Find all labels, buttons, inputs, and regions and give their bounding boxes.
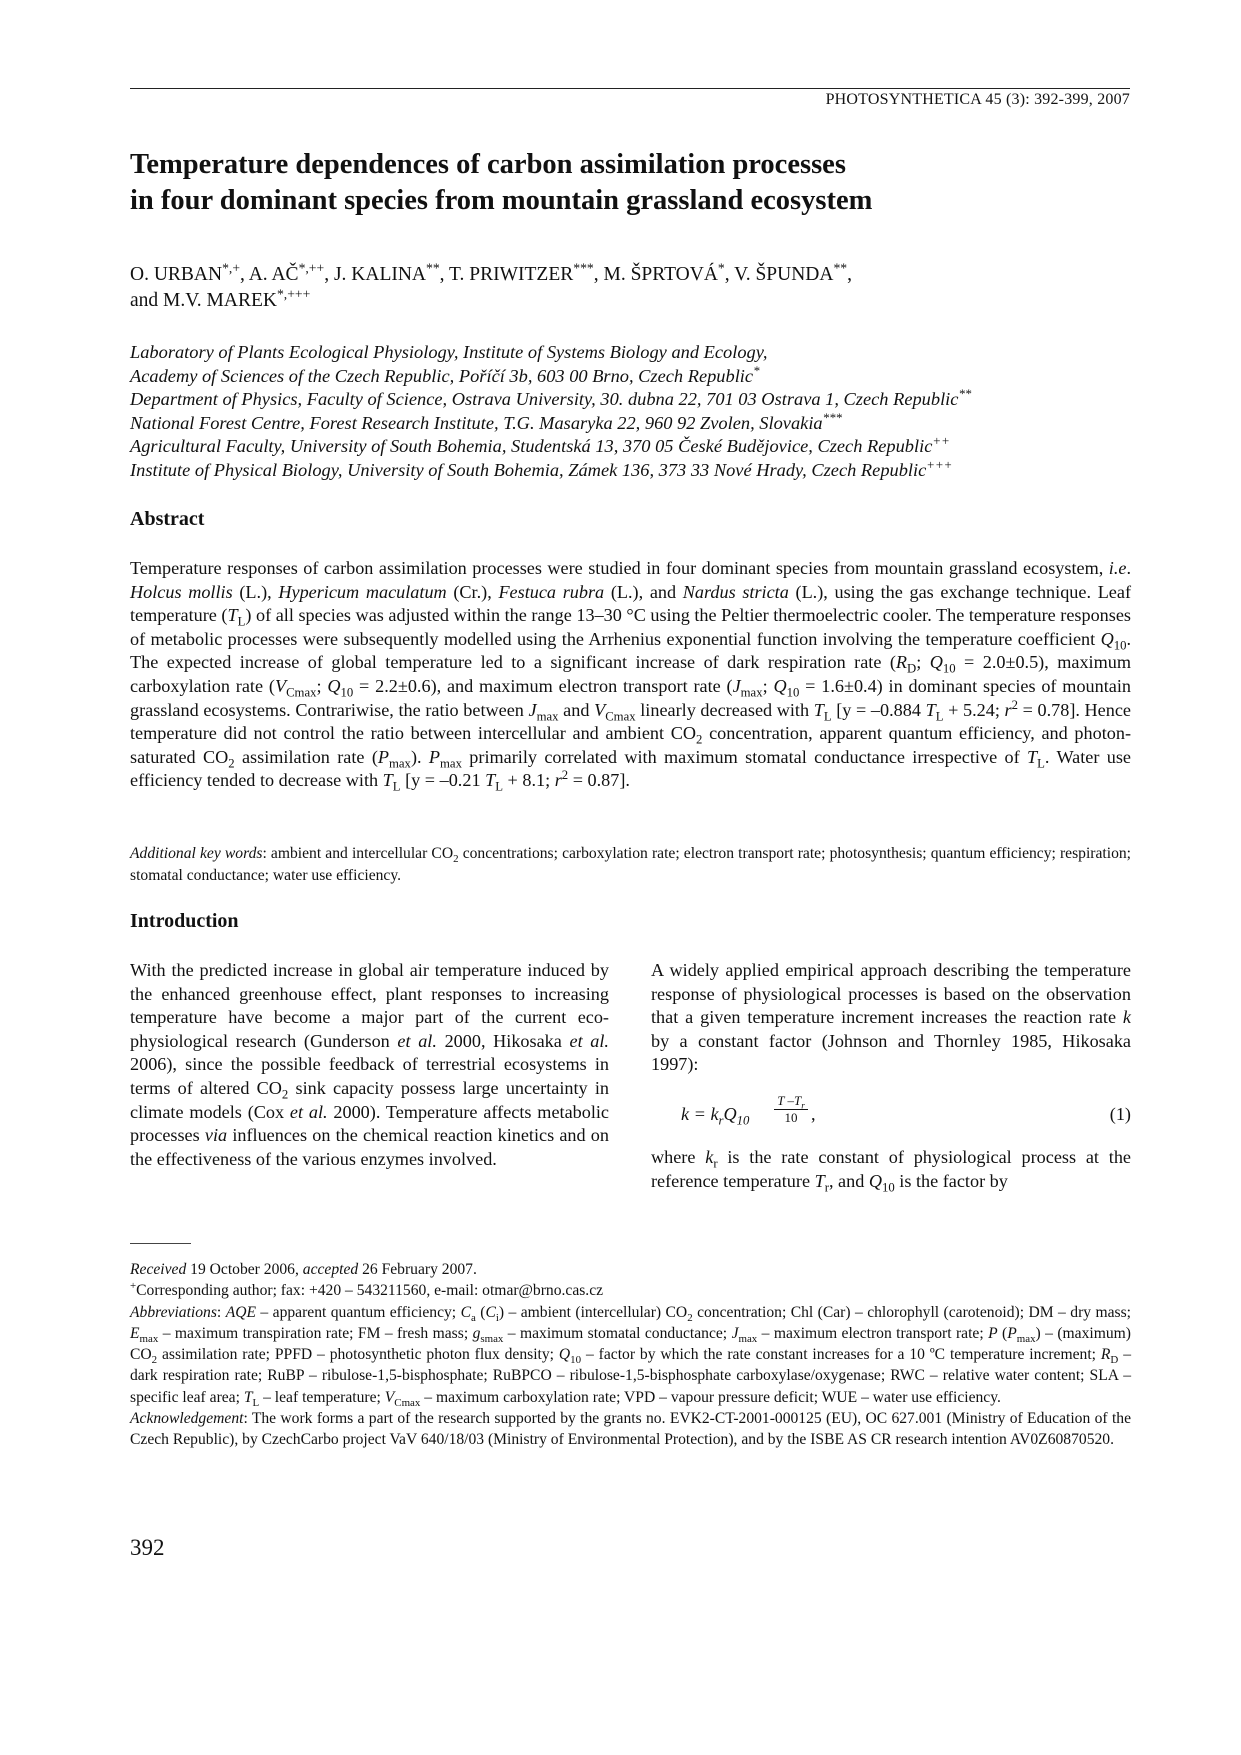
introduction-right-column-top: A widely applied empirical approach describing the temperature response of physiological processes is based on the observation that a given temperature increment increases the reaction rate k by a constant factor (Johnson and Thornley 1985, Hikosaka 1997): <box>651 960 1131 1075</box>
introduction-right-column-bottom: where $k_r$ is the rate constant of physiological process at the reference temperature $T_r$, and $Q_{10}$ is the factor by <box>651 1147 1131 1195</box>
title-line-1: Temperature dependences of carbon assimilation processes <box>130 149 846 180</box>
journal-citation: PHOTOSYNTHETICA 45 (3): 392-399, 2007 <box>825 91 1130 108</box>
exponent-numerator: T $-T_r$ <box>777 1093 805 1111</box>
footnotes <box>130 1259 1131 1451</box>
footnote-abbreviations: Abbreviations: AQE – apparent quantum efficiency; $C_a$ $(C_i)$ – ambient (intercellular) $CO_2$ concentration; Chl (Car) – chlorophyll (carotenoid); DM – dry mass; $E_{max}$ – maximum transpiration rate; FM – fresh mass; $g_{smax}$ – maximum stomatal conductance; $J_{max}$ – maximum electron transport rate; P $(P_{max})$ – (maximum) $CO_2$ assimilation rate; PPFD – photosynthetic photon flux density; $Q_{10}$ – factor by which the rate constant increases for a 10 ºC temperature increment; $R_D$ – dark respiration rate; RuBP – ribulose-1,5-bisphosphate; RuBPCO – ribulose-1,5-bisphosphate carboxylase/oxygenase; RWC – relative water content; SLA – specific leaf area; $T_L$ – leaf temperature; $V_{Cmax}$ – maximum carboxylation rate; VPD – vapour pressure deficit; WUE – water use efficiency. <box>130 1303 1132 1409</box>
affiliation-line: National Forest Centre, Forest Research Institute, T.G. Masaryka 22, 960 92 Zvolen, Slovakia*** <box>130 410 842 433</box>
abstract-text: Temperature responses of carbon assimilation processes were studied in four dominant species from mountain grassland ecosystem, i.e. Holcus mollis (L.), Hypericum maculatum (Cr.), Festuca rubra (L.), and Nardus stricta (L.), using the gas exchange technique. Leaf temperature $(T_L)$ of all species was adjusted within the range 13–30 °C using the Peltier thermoelectric cooler. The temperature responses of metabolic processes were subsequently modelled using the Arrhenius exponential function involving the temperature coefficient $Q_{10}$. The expected increase of global temperature led to a significant increase of dark respiration rate ($R_D$; $Q_{10} = 2.0\pm 0.5$), maximum carboxylation rate ($V_{Cmax}$; $Q_{10} = 2.2\pm 0.6$), and maximum electron transport rate ($J_{max}$; $Q_{10} = 1.6\pm 0.4$) in dominant species of mountain grassland ecosystems. Contrariwise, the ratio between $J_{max}$ and $V_{Cmax}$ linearly decreased with $T_L$ [y = –0.884 $T_L + 5.24$; $r^2 = 0.78$]. Hence temperature did not control the ratio between intercellular and ambient $CO_2$ concentration, apparent quantum efficiency, and photon-saturated $CO_2$ assimilation rate $(P_{max})$. $P_{max}$ primarily correlated with maximum stomatal conductance irrespective of $T_L$. Water use efficiency tended to decrease with $T_L$ [y = –0.21 $T_L + 8.1$; $r^2 = 0.87$]. <box>130 558 1132 794</box>
affiliation-line: Laboratory of Plants Ecological Physiology, Institute of Systems Biology and Ecology, <box>130 342 768 362</box>
footnote-corresponding-author: +Corresponding author; fax: +420 – 543211560, e-mail: otmar@brno.cas.cz <box>130 1280 604 1300</box>
affiliation-line: Agricultural Faculty, University of South Bohemia, Studentská 13, 370 05 České Budějovice, Czech Republic++ <box>130 434 950 457</box>
equation-number: (1) <box>1109 1104 1131 1124</box>
exponent-denominator: 10 <box>784 1110 798 1125</box>
introduction-left-column: With the predicted increase in global air temperature induced by the enhanced greenhouse effect, plant responses to increasing temperature have become a major part of the current eco-physiological research (Gunderson et al. 2000, Hikosaka et al. 2006), since the possible feedback of terrestrial ecosystems in terms of altered $CO_2$ sink capacity possess large uncertainty in climate models (Cox et al. 2000). Temperature affects metabolic processes via influences on the chemical reaction kinetics and on the effectiveness of the various enzymes involved. <box>130 960 610 1169</box>
authors-line-2: and M.V. MAREK*,+++ <box>130 286 311 311</box>
equation-comma: , <box>811 1104 816 1124</box>
affiliation-line: Academy of Sciences of the Czech Republic, Poříčí 3b, 603 00 Brno, Czech Republic* <box>130 363 760 386</box>
header-rule <box>130 88 1130 89</box>
page-number: 392 <box>130 1535 165 1560</box>
author-list <box>130 262 1130 314</box>
paper-title <box>130 147 1130 219</box>
additional-keywords: Additional key words: ambient and intercellular $CO_2$ concentrations; carboxylation rate; electron transport rate; photosynthesis; quantum efficiency; respiration; stomatal conductance; water use efficiency. <box>130 845 1132 884</box>
affiliation-line: Institute of Physical Biology, University of South Bohemia, Zámek 136, 373 33 Nové Hrady, Czech Republic+++ <box>130 457 953 480</box>
introduction-heading: Introduction <box>130 910 239 932</box>
affiliations <box>130 341 1140 483</box>
footnote-received: Received 19 October 2006, accepted 26 February 2007. <box>130 1261 477 1278</box>
equation-1 <box>651 1094 1131 1144</box>
equation-lhs: $k = k_rQ_{10}$ <box>681 1104 750 1128</box>
title-line-2: in four dominant species from mountain grassland ecosystem <box>130 185 873 216</box>
footnote-separator <box>130 1243 191 1244</box>
authors-line-1: O. URBAN*,+, A. AČ*,++, J. KALINA**, T. PRIWITZER***, M. ŠPRTOVÁ*, V. ŠPUNDA**, <box>130 260 852 285</box>
abstract-heading: Abstract <box>130 508 205 530</box>
footnote-acknowledgement: Acknowledgement: The work forms a part of the research supported by the grants no. EVK2-CT-2001-000125 (EU), OC 627.001 (Ministry of Education of the Czech Republic), by CzechCarbo project VaV 640/18/03 (Ministry of Environmental Protection), and by the ISBE AS CR research intention AV0Z60870520. <box>130 1410 1131 1449</box>
equation-exponent <box>774 1094 808 1125</box>
affiliation-line: Department of Physics, Faculty of Science, Ostrava University, 30. dubna 22, 701 03 Ostrava 1, Czech Republic** <box>130 387 972 410</box>
